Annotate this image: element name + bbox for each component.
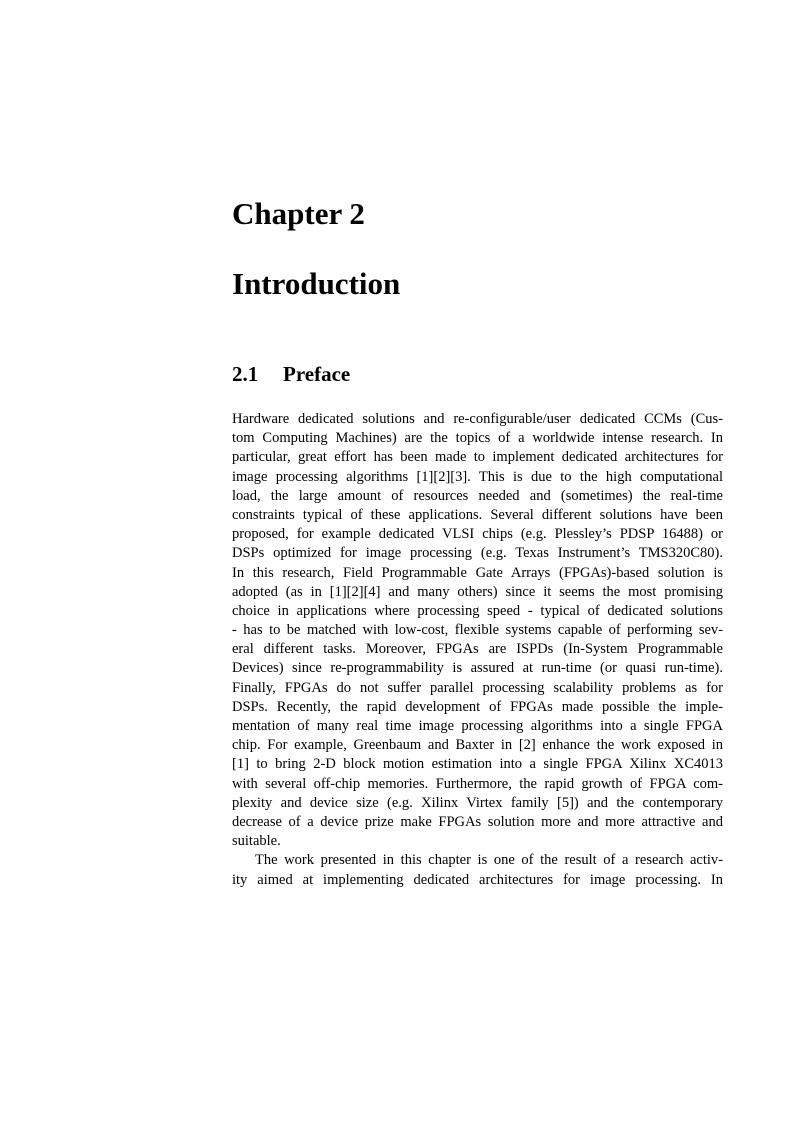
text-line: Devices) since re-programmability is assured at run-time (or quasi run-time). bbox=[232, 660, 723, 677]
text-line: tom Computing Machines) are the topics of a worldwide intense research. In bbox=[232, 430, 723, 447]
text-line: eral different tasks. Moreover, FPGAs are ISPDs (In-System Programmable bbox=[232, 641, 723, 658]
text-line: choice in applications where processing speed - typical of dedicated solutions bbox=[232, 602, 723, 619]
section-number: 2.1 bbox=[232, 362, 259, 386]
paragraph bbox=[232, 851, 723, 889]
text-line: constraints typical of these applications. Several different solutions have been bbox=[232, 506, 723, 523]
text-line: with several off-chip memories. Furthermore, the rapid growth of FPGA com- bbox=[232, 775, 723, 792]
text-line: [1] to bring 2-D block motion estimation into a single FPGA Xilinx XC4013 bbox=[232, 756, 723, 773]
body-text bbox=[232, 410, 723, 890]
text-line: proposed, for example dedicated VLSI chips (e.g. Plessley’s PDSP 16488) or bbox=[232, 526, 723, 543]
text-line: particular, great effort has been made to implement dedicated architectures for bbox=[232, 449, 723, 466]
text-line: load, the large amount of resources needed and (sometimes) the real-time bbox=[232, 487, 723, 504]
paragraph bbox=[232, 410, 723, 851]
text-line: The work presented in this chapter is one of the result of a research activ- bbox=[255, 852, 723, 869]
text-line: mentation of many real time image processing algorithms into a single FPGA bbox=[232, 718, 723, 734]
text-line: chip. For example, Greenbaum and Baxter in [2] enhance the work exposed in bbox=[232, 737, 723, 754]
section-title: Preface bbox=[283, 362, 351, 386]
chapter-label: Chapter 2 bbox=[232, 196, 365, 231]
text-line: DSPs. Recently, the rapid development of FPGAs made possible the imple- bbox=[232, 698, 723, 715]
text-line: Hardware dedicated solutions and re-configurable/user dedicated CCMs (Cus- bbox=[232, 411, 723, 427]
text-line: adopted (as in [1][2][4] and many others) since it seems the most promising bbox=[232, 583, 723, 600]
text-line: - has to be matched with low-cost, flexible systems capable of performing sev- bbox=[232, 622, 723, 639]
section-heading bbox=[232, 364, 350, 385]
text-line: In this research, Field Programmable Gate Arrays (FPGAs)-based solution is bbox=[232, 564, 723, 581]
text-line: suitable. bbox=[232, 833, 281, 850]
text-line: DSPs optimized for image processing (e.g. Texas Instrument’s TMS320C80). bbox=[232, 545, 723, 562]
text-line: Finally, FPGAs do not suffer parallel processing scalability problems as for bbox=[232, 679, 723, 696]
text-line: ity aimed at implementing dedicated architectures for image processing. In bbox=[232, 871, 723, 888]
text-line: plexity and device size (e.g. Xilinx Virtex family [5]) and the contemporary bbox=[232, 794, 723, 811]
text-line: image processing algorithms [1][2][3]. This is due to the high computational bbox=[232, 468, 723, 485]
chapter-title: Introduction bbox=[232, 266, 401, 301]
text-line: decrease of a device prize make FPGAs solution more and more attractive and bbox=[232, 813, 723, 830]
